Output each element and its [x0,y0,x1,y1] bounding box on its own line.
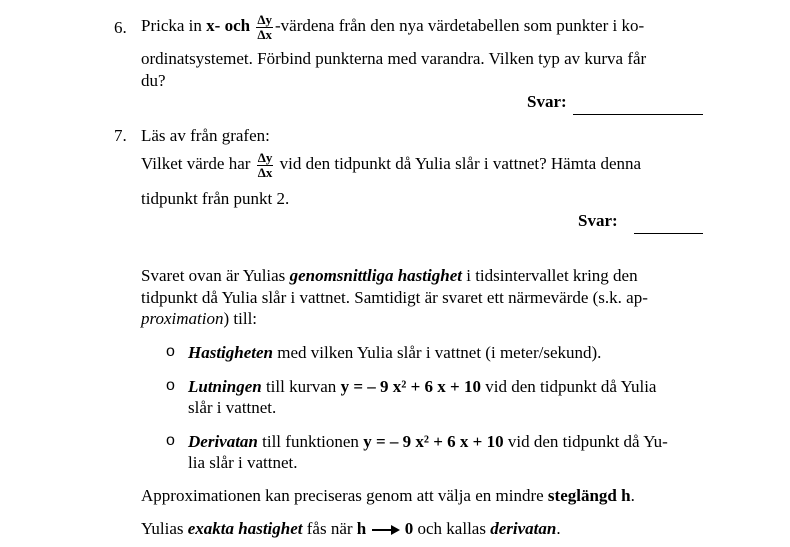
bullet-1-marker: o [166,343,175,360]
right-arrow-icon [371,525,401,535]
bullet-2-formula: y = – 9 x² + 6 x + 10 [340,377,481,396]
q6-line2: ordinatsystemet. Förbind punkterna med varandra. Vilken typ av kurva får [141,49,647,68]
q6-number: 6. [114,18,127,37]
q6-line3: du? [141,71,166,90]
bullet-2-marker: o [166,377,175,394]
closing-line2: Yulias exakta hastighet fås när h 0 och kallas derivatan. [141,519,561,538]
bullet-3-formula: y = – 9 x² + 6 x + 10 [363,432,504,451]
q6-fraction: $\frac{\Delta y}{\Delta x}$ [257,11,272,42]
bullet-3-line2: lia slår i vattnet. [188,453,298,472]
q7-answer-line[interactable] [634,233,703,234]
q7-line2: Vilket värde har $\frac{\Delta y}{\Delta x}$ vid den tidpunkt då Yulia slår i vattnet? Hämta denna [141,149,642,180]
para-line3: proximation) till: [141,309,258,328]
q7-answer-label: Svar: [578,211,618,230]
bullet-2-line1: Lutningen till kurvan y = – 9 x² + 6 x + 10 vid den tidpunkt då Yulia [188,377,657,396]
q7-number: 7. [114,126,127,145]
q7-fraction: $\frac{\Delta y}{\Delta x}$ [257,149,273,180]
bullet-2-line2: slår i vattnet. [188,398,277,417]
q6-answer-line[interactable] [573,114,703,115]
q6-line1: Pricka in x- och $\frac{\Delta y}{\Delta x}$ -värdena från den nya värdetabellen som punkter i ko- [141,11,645,42]
bullet-3-line1: Derivatan till funktionen y = – 9 x² + 6 x + 10 vid den tidpunkt då Yu- [188,432,668,451]
para-line2: tidpunkt då Yulia slår i vattnet. Samtidigt är svaret ett närmevärde (s.k. ap- [141,288,648,307]
q6-x-variable: x [206,16,215,35]
closing-line1: Approximationen kan preciseras genom att välja en mindre steglängd h. [141,486,635,505]
q7-line3: tidpunkt från punkt 2. [141,189,290,208]
q6-answer-label: Svar: [527,92,567,111]
bullet-1: Hastigheten med vilken Yulia slår i vattnet (i meter/sekund). [188,343,602,362]
bullet-3-marker: o [166,432,175,449]
q7-line1: Läs av från grafen: [141,126,270,145]
para-line1: Svaret ovan är Yulias genomsnittliga hastighet i tidsintervallet kring den [141,266,638,285]
